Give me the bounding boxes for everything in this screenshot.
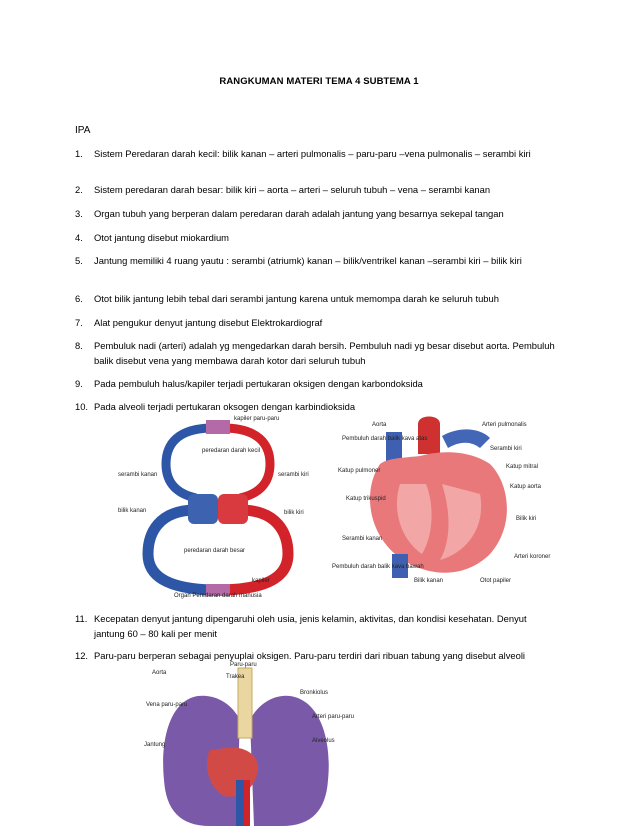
list-item: 12. Paru-paru berperan sebagai penyuplai oksigen. Paru-paru terdiri dari ribuan tabung yang disebut alveoli <box>75 650 526 661</box>
label-bilik-kiri: Bilik kiri <box>516 516 537 522</box>
list-item: 1. Sistem Peredaran darah kecil: bilik kanan – arteri pulmonalis – paru-paru –vena pulmonalis – serambi kiri <box>75 148 531 159</box>
label-arteri-koroner: Arteri koroner <box>514 554 551 560</box>
label-katup-trikuspid: Katup trikuspid <box>346 496 386 502</box>
label-bronkiolus: Bronkiolus <box>300 690 329 696</box>
list-item: 8. Pembuluk nadi (arteri) adalah yg mengedarkan darah bersih. Pembuluh nadi yg besar disebut aorta. Pembuluh balik disebut vena yang membawa darah kotor dari seluruh tubuh <box>75 340 555 366</box>
label-katup-pulmoner: Katup pulmoner <box>338 468 381 474</box>
label-arteri-paru: Arteri paru-paru <box>312 714 355 720</box>
list-item: 7. Alat pengukur denyut jantung disebut Elektrokardiograf <box>75 317 323 328</box>
list-item: 6. Otot bilik jantung lebih tebal dari serambi jantung karena untuk memompa darah ke seluruh tubuh <box>75 293 499 304</box>
label-aorta: Aorta <box>372 422 387 428</box>
list-item: 4. Otot jantung disebut miokardium <box>75 232 229 243</box>
section-heading: IPA <box>75 125 91 136</box>
label-serambi-kiri: Serambi kiri <box>490 446 522 452</box>
label-vena-paru: Vena paru-paru <box>146 702 188 708</box>
label-kapiler-bottom: kapiler <box>252 578 270 584</box>
list-item: 3. Organ tubuh yang berperan dalam peredaran darah adalah jantung yang besarnya sekepal tangan <box>75 208 504 219</box>
label-otot-papiler: Otot papiler <box>480 578 512 584</box>
label-bilik-kiri: bilik kiri <box>284 510 304 516</box>
label-serambi-kanan: Serambi kanan <box>342 536 383 542</box>
label-kapiler-top: kapiler paru-paru <box>234 416 280 422</box>
label-small-circulation: peredaran darah kecil <box>202 448 261 454</box>
lungs-diagram <box>140 660 370 826</box>
list-item: 9. Pada pembuluh halus/kapiler terjadi pertukaran oksigen dengan karbondoksida <box>75 378 423 389</box>
label-arteri-pulmonalis: Arteri pulmonalis <box>482 422 527 428</box>
label-pembuluh-atas: Pembuluh darah balik kava atas <box>342 436 428 442</box>
heart-diagram <box>330 414 556 586</box>
label-paru-paru: Paru-paru <box>230 662 257 668</box>
label-serambi-kiri: serambi kiri <box>278 472 309 478</box>
label-bilik-kanan: Bilik kanan <box>414 578 444 584</box>
list-item: 5. Jantung memiliki 4 ruang yautu : serambi (atriumk) kanan – bilik/ventrikel kanan –serambi kiri – bilik kiri <box>75 255 522 266</box>
page-title: RANGKUMAN MATERI TEMA 4 SUBTEMA 1 <box>219 76 419 87</box>
label-trakea: Trakea <box>226 674 245 680</box>
label-serambi-kanan: serambi kanan <box>118 472 158 478</box>
label-katup-aorta: Katup aorta <box>510 484 542 490</box>
circulation-diagram <box>118 414 318 600</box>
figure-caption: Organ Peredaran darah manusia <box>174 593 262 599</box>
label-jantung: Jantung <box>144 742 166 748</box>
label-big-circulation: peredaran darah besar <box>184 548 246 554</box>
label-bilik-kanan: bilik kanan <box>118 508 147 514</box>
list-item: 2. Sistem peredaran darah besar: bilik kiri – aorta – arteri – seluruh tubuh – vena – serambi kanan <box>75 184 491 195</box>
label-pembuluh-bawah: Pembuluh darah balik kava bawah <box>332 564 424 570</box>
label-alveolus: Alveolus <box>312 738 335 744</box>
list-item: 10. Pada alveoli terjadi pertukaran oksogen dengan karbindioksida <box>75 401 356 412</box>
list-item: 11. Kecepatan denyut jantung dipengaruhi oleh usia, jenis kelamin, aktivitas, dan kondisi kesehatan. Denyut jantung 60 – 80 kali per menit <box>75 613 527 639</box>
label-aorta: Aorta <box>152 670 167 676</box>
label-katup-mitral: Katup mitral <box>506 464 539 470</box>
